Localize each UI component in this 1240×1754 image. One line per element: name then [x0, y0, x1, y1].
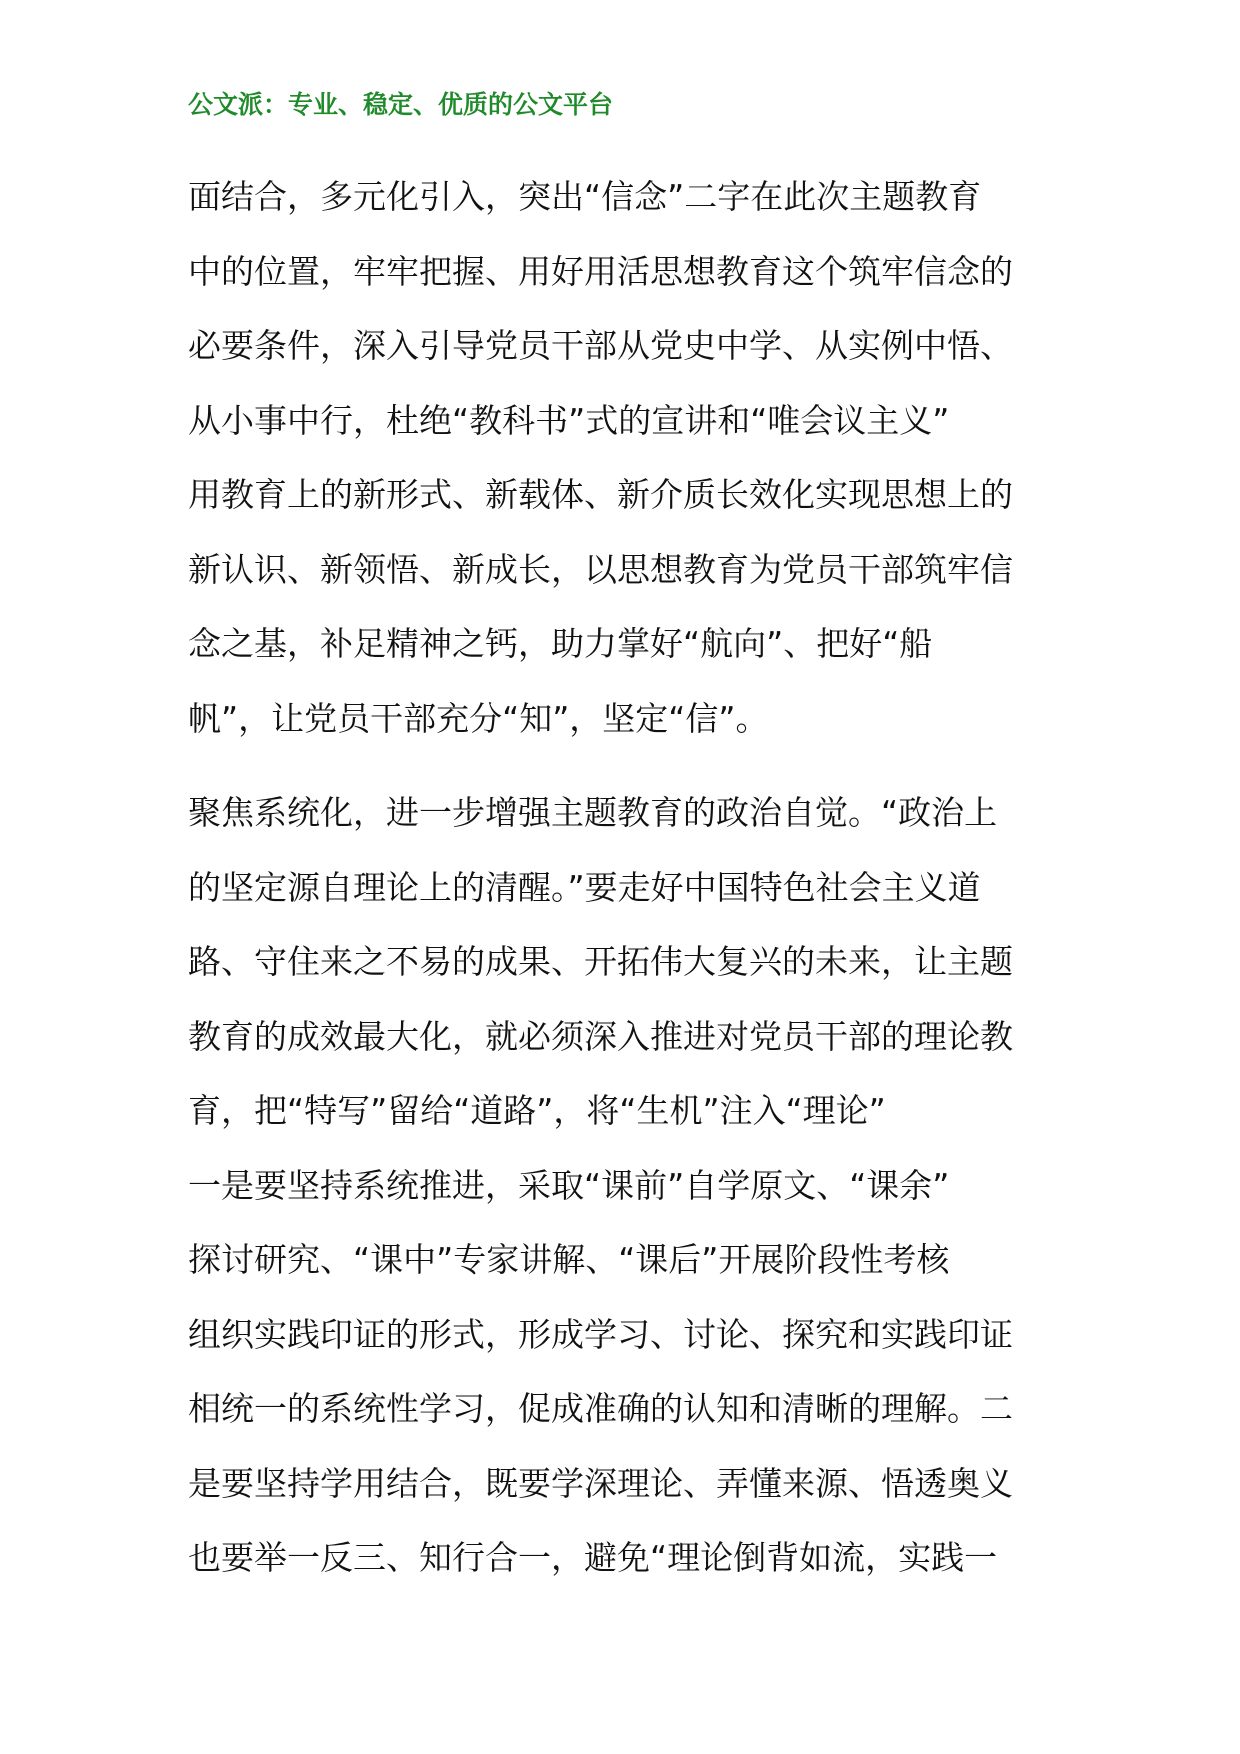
text-line: 帆”，让党员干部充分“知”，坚定“信”。	[188, 698, 769, 738]
header-brand: 公文派：专业、稳定、优质的公文平台	[188, 90, 614, 119]
text-line: 组织实践印证的形式，形成学习、讨论、探究和实践印证	[188, 1314, 1013, 1354]
paragraph-1	[188, 160, 1058, 756]
text-line: 从小事中行，杜绝“教科书”式的宣讲和“唯会议主义”	[188, 400, 950, 440]
text-line: 相统一的系统性学习，促成准确的认知和清晰的理解。二	[188, 1389, 1013, 1428]
text-line: 中的位置，牢牢把握、用好用活思想教育这个筑牢信念的	[188, 251, 1013, 291]
text-line: 的坚定源自理论上的清醒。”要走好中国特色社会主义道	[188, 867, 981, 907]
text-line: 念之基，补足精神之钙，助力掌好“航向”、把好“船	[188, 624, 933, 663]
text-line: 路、守住来之不易的成果、开拓伟大复兴的未来，让主题	[188, 942, 1013, 981]
text-line: 必要条件，深入引导党员干部从党史中学、从实例中悟、	[188, 326, 1013, 365]
text-line: 聚焦系统化，进一步增强主题教育的政治自觉。“政治上	[188, 793, 998, 832]
text-line: 用教育上的新形式、新载体、新介质长效化实现思想上的	[188, 475, 1013, 514]
text-line: 面结合，多元化引入，突出“信念”二字在此次主题教育	[188, 177, 982, 216]
text-line: 一是要坚持系统推进，采取“课前”自学原文、“课余”	[188, 1165, 950, 1205]
paragraph-2	[188, 776, 1058, 1596]
text-line: 育，把“特写”留给“道路”，将“生机”注入“理论”	[188, 1091, 886, 1130]
text-line: 教育的成效最大化，就必须深入推进对党员干部的理论教	[188, 1016, 1013, 1056]
text-line: 是要坚持学用结合，既要学深理论、弄懂来源、悟透奥义	[188, 1463, 1013, 1503]
text-line: 探讨研究、“课中”专家讲解、“课后”开展阶段性考核	[188, 1240, 950, 1279]
text-line: 也要举一反三、知行合一，避免“理论倒背如流，实践一	[188, 1538, 998, 1577]
text-line: 新认识、新领悟、新成长，以思想教育为党员干部筑牢信	[188, 549, 1013, 589]
